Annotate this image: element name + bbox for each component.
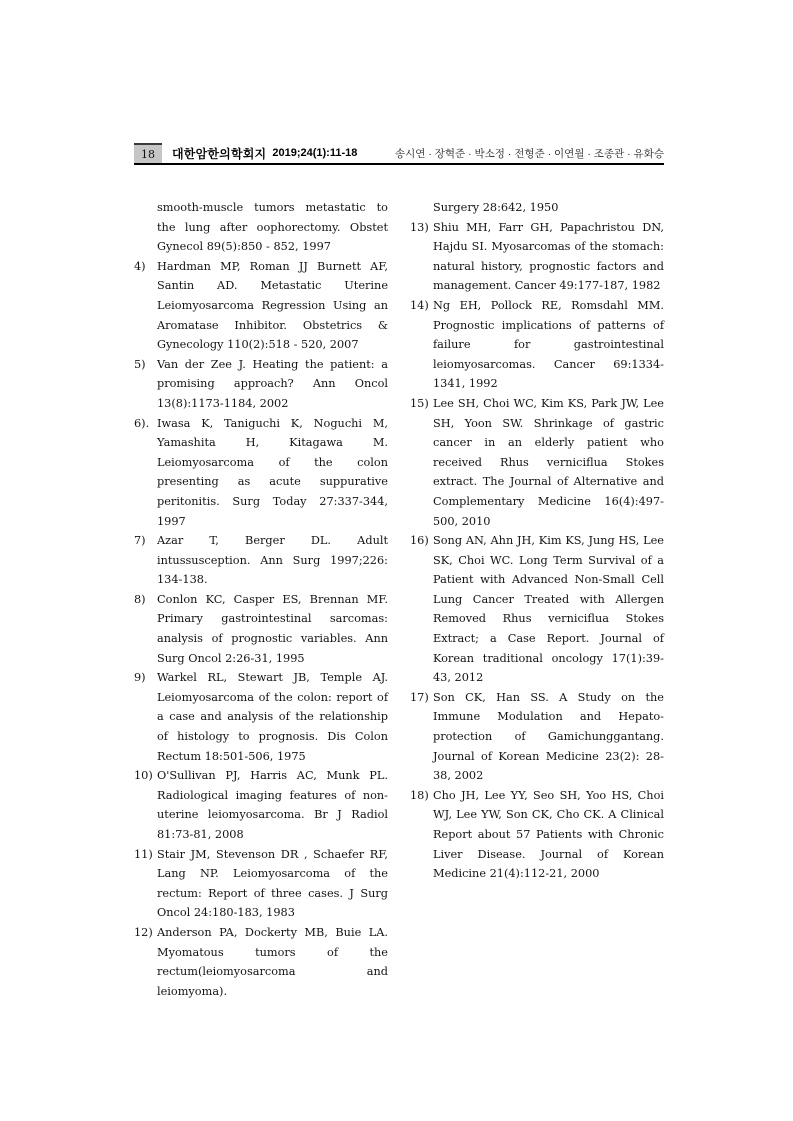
reference-item — [410, 531, 664, 688]
reference-number: 7) — [134, 534, 146, 548]
reference-item — [410, 198, 664, 218]
reference-item — [134, 845, 388, 923]
journal-citation: 2019;24(1):11-18 — [272, 147, 358, 159]
reference-item — [134, 198, 388, 257]
reference-item — [134, 257, 388, 355]
reference-number: 11) — [134, 847, 153, 861]
reference-text: Song AN, Ahn JH, Kim KS, Jung HS, Lee SK, Choi WC. Long Term Survival of a Patient with Advanced Non-Small Cell Lung Cancer Treated with Allergen Removed Rhus verniciflua Stokes Extract; a Case Report. Journal of Korean traditional oncology 17(1):39-43, 2012 — [433, 534, 664, 685]
reference-text: Lee SH, Choi WC, Kim KS, Park JW, Lee SH, Yoon SW. Shrinkage of gastric cancer in an elderly patient who received Rhus verniciflua Stokes extract. The Journal of Alternative and Complementary Medicine 16(4):497-500, 2010 — [433, 396, 664, 528]
references-column-right — [410, 198, 664, 1001]
reference-text: smooth-muscle tumors metastatic to the lung after oophorectomy. Obstet Gynecol 89(5):850 - 852, 1997 — [157, 201, 388, 254]
reference-item — [134, 668, 388, 766]
reference-number: 16) — [410, 534, 429, 548]
reference-text: Azar T, Berger DL. Adult intussusception. Ann Surg 1997;226: 134-138. — [157, 534, 388, 587]
reference-number: 18) — [410, 788, 429, 802]
reference-text: Cho JH, Lee YY, Seo SH, Yoo HS, Choi WJ, Lee YW, Son CK, Cho CK. A Clinical Report about 57 Patients with Chronic Liver Disease. Journal of Korean Medicine 21(4):112-21, 2000 — [433, 788, 664, 881]
reference-item — [410, 394, 664, 531]
reference-item — [410, 688, 664, 786]
references-section — [134, 198, 664, 1001]
reference-text: Iwasa K, Taniguchi K, Noguchi M, Yamashita H, Kitagawa M. Leiomyosarcoma of the colon presenting as acute suppurative peritonitis. Surg Today 27:337-344, 1997 — [157, 416, 388, 528]
reference-number: 12) — [134, 925, 153, 939]
reference-item — [410, 296, 664, 394]
journal-title: 대한암한의학회지 — [172, 146, 267, 161]
running-header — [134, 143, 664, 165]
reference-text: Stair JM, Stevenson DR , Schaefer RF, Lang NP. Leiomyosarcoma of the rectum: Report of three cases. J Surg Oncol 24:180-183, 1983 — [157, 847, 388, 920]
reference-text: Van der Zee J. Heating the patient: a promising approach? Ann Oncol 13(8):1173-1184, 2002 — [157, 357, 388, 410]
reference-item — [134, 923, 388, 1001]
reference-number: 14) — [410, 298, 429, 312]
page-number: 18 — [141, 147, 155, 161]
reference-number: 9) — [134, 671, 146, 685]
reference-text: Surgery 28:642, 1950 — [433, 201, 559, 214]
reference-text: Son CK, Han SS. A Study on the Immune Modulation and Hepato-protection of Gamichunggantang. Journal of Korean Medicine 23(2): 28-38, 2002 — [433, 690, 664, 783]
reference-item — [410, 786, 664, 884]
page-number-badge — [134, 143, 162, 163]
reference-number: 8) — [134, 592, 146, 606]
reference-number: 15) — [410, 396, 429, 410]
reference-text: Hardman MP, Roman JJ Burnett AF, Santin AD. Metastatic Uterine Leiomyosarcoma Regression Using an Aromatase Inhibitor. Obstetrics & Gynecology 110(2):518 - 520, 2007 — [157, 259, 388, 352]
reference-number: 5) — [134, 357, 146, 371]
reference-number: 6). — [134, 416, 150, 430]
reference-item — [134, 414, 388, 532]
reference-number: 13) — [410, 220, 429, 234]
reference-item — [134, 766, 388, 844]
reference-item — [134, 531, 388, 590]
reference-text: Conlon KC, Casper ES, Brennan MF. Primary gastrointestinal sarcomas: analysis of prognostic variables. Ann Surg Oncol 2:26-31, 1995 — [157, 592, 388, 665]
reference-item — [410, 218, 664, 296]
reference-item — [134, 590, 388, 668]
author-list: 송시연 · 장혁준 · 박소정 · 전형준 · 이연월 · 조종관 · 유화승 — [395, 147, 664, 160]
reference-text: O'Sullivan PJ, Harris AC, Munk PL. Radiological imaging features of non-uterine leiomyosarcoma. Br J Radiol 81:73-81, 2008 — [157, 769, 388, 841]
reference-text: Warkel RL, Stewart JB, Temple AJ. Leiomyosarcoma of the colon: report of a case and analysis of the relationship of histology to prognosis. Dis Colon Rectum 18:501-506, 1975 — [157, 671, 388, 763]
references-column-left — [134, 198, 388, 1001]
reference-number: 10) — [134, 769, 153, 783]
reference-number: 4) — [134, 259, 146, 273]
reference-text: Anderson PA, Dockerty MB, Buie LA. Myomatous tumors of the rectum(leiomyosarcoma and leiomyoma). — [157, 925, 388, 998]
reference-text: Shiu MH, Farr GH, Papachristou DN, Hajdu SI. Myosarcomas of the stomach: natural history, prognostic factors and management. Cancer 49:177-187, 1982 — [433, 220, 664, 293]
reference-item — [134, 355, 388, 414]
reference-text: Ng EH, Pollock RE, Romsdahl MM. Prognostic implications of patterns of failure for gastrointestinal leiomyosarcomas. Cancer 69:1334-1341, 1992 — [433, 298, 664, 391]
reference-number: 17) — [410, 690, 429, 704]
